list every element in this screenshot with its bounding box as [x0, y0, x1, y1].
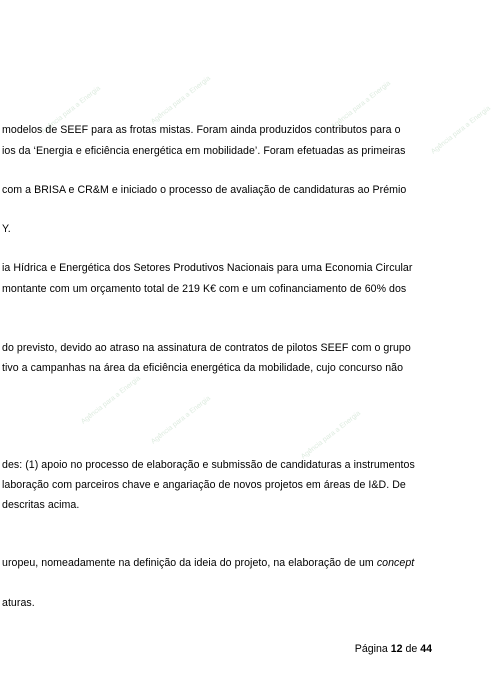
body-text-line — [2, 557, 414, 570]
total-pages-number: 44 — [420, 643, 432, 655]
page-label: Página — [354, 643, 388, 655]
body-text-line: modelos de SEEF para as frotas mistas. Foram ainda produzidos contributos para o — [2, 124, 401, 136]
body-text-line: Y. — [2, 223, 11, 235]
body-text-line: com a BRISA e CR&M e iniciado o processo de avaliação de candidaturas ao Prémio — [2, 184, 407, 196]
body-text-line: aturas. — [2, 597, 35, 609]
page-number-footer — [355, 643, 432, 656]
watermark-text: Agência para a Energia — [330, 79, 392, 131]
body-text-line: descritas acima. — [2, 499, 80, 511]
watermark-text: Agência para a Energia — [300, 409, 362, 461]
body-text-line: ios da ‘Energia e eficiência energética em mobilidade’. Foram efetuadas as primeiras — [2, 145, 406, 157]
body-text-line: montante com um orçamento total de 219 K€ com e um cofinanciamento de 60% dos — [2, 283, 407, 295]
of-label: de — [405, 643, 418, 655]
watermark-text: Agência para a Energia — [430, 104, 492, 156]
italic-term: concept — [376, 557, 415, 569]
watermark-text: Agência para a Energia — [150, 394, 212, 446]
body-text-segment: uropeu, nomeadamente na definição da ideia do projeto, na elaboração de um — [2, 557, 374, 569]
body-text-line: tivo a campanhas na área da eficiência energética da mobilidade, cujo concurso não — [2, 362, 404, 374]
watermark-text: Agência para a Energia — [150, 74, 212, 126]
watermark-text: Agência para a Energia — [40, 84, 102, 136]
current-page-number: 12 — [390, 643, 403, 655]
watermark-text: Agência para a Energia — [80, 374, 142, 426]
body-text-line: des: (1) apoio no processo de elaboração e submissão de candidaturas a instrumentos — [2, 459, 415, 471]
body-text-line: do previsto, devido ao atraso na assinatura de contratos de pilotos SEEF com o grupo — [2, 342, 411, 354]
body-text-line: laboração com parceiros chave e angariação de novos projetos em áreas de I&D. De — [2, 479, 406, 491]
body-text-line: ia Hídrica e Energética dos Setores Produtivos Nacionais para uma Economia Circular — [2, 262, 413, 274]
